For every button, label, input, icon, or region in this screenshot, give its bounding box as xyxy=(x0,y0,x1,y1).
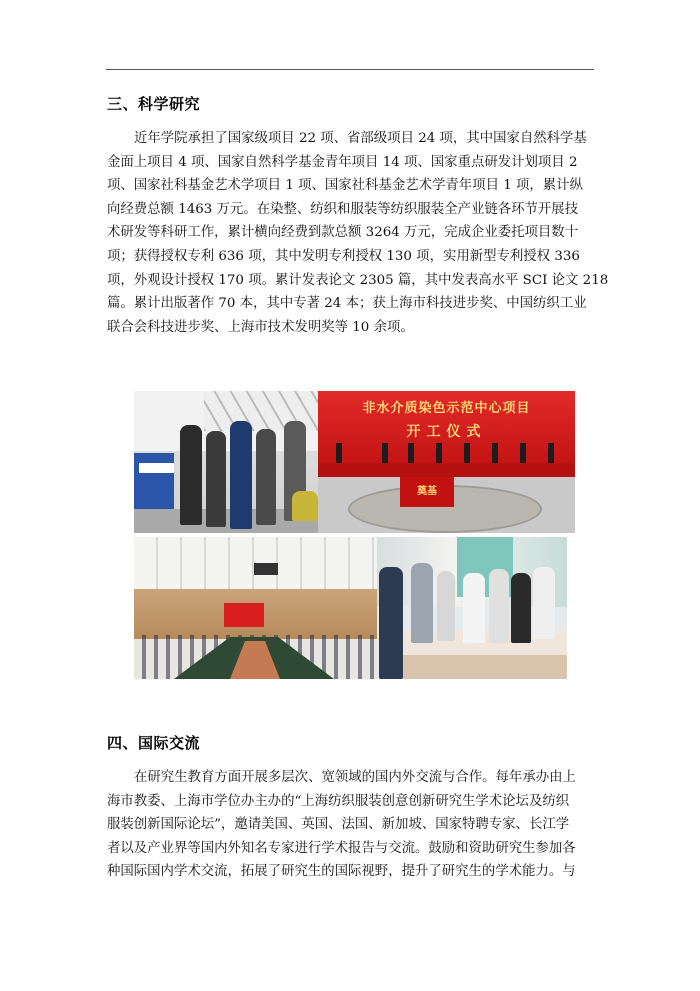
section-heading-research: 三、科学研究 xyxy=(107,95,201,113)
paragraph-line: 术研发等科研工作，累计横向经费到款总额 3264 万元，完成企业委托项目数十 xyxy=(107,225,579,241)
paragraph-line: 篇。累计出版著作 70 本，其中专著 24 本；获上海市科技进步奖、中国纺织工业 xyxy=(107,296,587,312)
paragraph-line: 联合会科技进步奖、上海市技术发明奖等 10 余项。 xyxy=(107,319,414,335)
paragraph-line: 项、国家社科基金艺术学项目 1 项、国家社科基金艺术学青年项目 1 项，累计纵 xyxy=(107,178,583,194)
header-rule xyxy=(106,69,594,70)
research-paragraph xyxy=(107,127,609,339)
paragraph-line: 近年学院承担了国家级项目 22 项、省部级项目 24 项，其中国家自然科学基 xyxy=(134,131,587,146)
paragraph-line: 项；获得授权专利 636 项，其中发明专利授权 130 项，实用新型专利授权 336 xyxy=(107,248,580,264)
paragraph-line: 在研究生教育方面开展多层次、宽领域的国内外交流与合作。每年承办由上 xyxy=(134,770,576,785)
ceremony-banner-title: 非水介质染色示范中心项目 xyxy=(362,401,531,416)
photo-groundbreaking-ceremony xyxy=(318,391,575,533)
photo-lab-visit xyxy=(134,391,318,533)
photo-lab-exhibition xyxy=(377,537,567,679)
paragraph-line: 金面上项目 4 项、国家自然科学基金青年项目 14 项、国家重点研发计划项目 2 xyxy=(107,154,578,170)
paragraph-line: 海市教委、上海市学位办主办的“上海纺织服装创意创新研究生学术论坛及纺织 xyxy=(107,793,570,809)
foundation-stone: 奠基 xyxy=(400,477,454,507)
ceremony-banner-subtitle: 开工仪式 xyxy=(406,424,487,440)
paragraph-line: 种国际国内学术交流，拓展了研究生的国际视野，提升了研究生的学术能力。与 xyxy=(107,864,576,880)
paragraph-line: 者以及产业界等国内外知名专家进行学术报告与交流。鼓励和资助研究生参加各 xyxy=(107,840,576,856)
section-heading-international: 四、国际交流 xyxy=(107,734,201,752)
paragraph-line: 项，外观设计授权 170 项。累计发表论文 2305 篇，其中发表高水平 SCI 论文 218 xyxy=(107,272,609,288)
photo-meeting-room xyxy=(134,537,377,679)
international-paragraph xyxy=(107,766,595,884)
paragraph-line: 服装创新国际论坛”，邀请美国、英国、法国、新加坡、国家特聘专家、长江学 xyxy=(107,817,570,833)
paragraph-line: 向经费总额 1463 万元。在染整、纺织和服装等纺织服装全产业链各环节开展技 xyxy=(107,201,579,217)
